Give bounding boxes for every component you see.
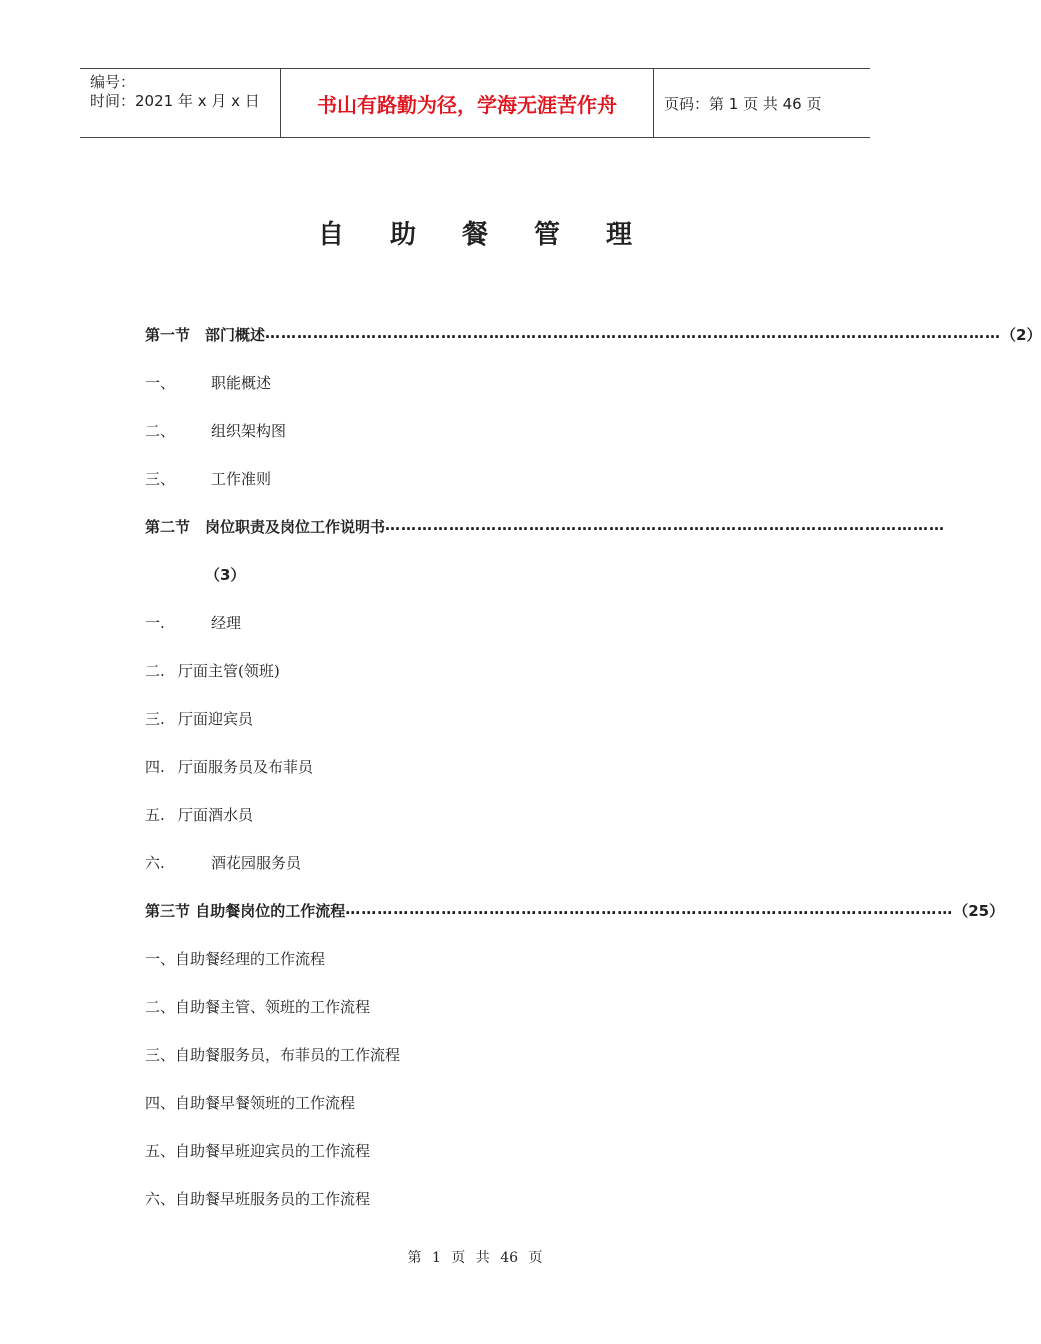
item-text: 厅面主管(领班) — [178, 662, 280, 680]
number-label: 编号： — [90, 73, 136, 91]
item-text: 工作准则 — [211, 470, 272, 488]
page-code: 页码：第 1 页 共 46 页 — [664, 95, 822, 113]
item-number: 六. — [145, 854, 165, 872]
header-info-cell — [80, 69, 281, 137]
list-item — [145, 372, 271, 393]
item-text: 职能概述 — [211, 374, 272, 392]
list-item — [145, 420, 286, 441]
header-page-cell — [654, 69, 870, 137]
section-page: （25） — [953, 902, 1005, 920]
leader-dots: ………………………………………………………………………………………………………………………… — [265, 324, 1002, 342]
list-item: 一、自助餐经理的工作流程 — [145, 950, 326, 968]
list-item: 三、自助餐服务员，布菲员的工作流程 — [145, 1046, 401, 1064]
toc-section-2 — [145, 516, 946, 537]
section-page: （3） — [205, 566, 246, 584]
item-number: 一、 — [145, 374, 176, 392]
list-item — [145, 756, 313, 777]
header-motto-cell — [281, 69, 654, 137]
time-label: 时间：2021 年 x 月 x 日 — [90, 92, 260, 110]
item-number: 三、 — [145, 470, 176, 488]
document-header — [80, 68, 870, 138]
leader-dots: …………………………………………………………………………………………………… — [345, 900, 954, 918]
item-number: 四. — [145, 758, 165, 776]
item-number: 二. — [145, 662, 165, 680]
item-number: 一. — [145, 614, 165, 632]
list-item — [145, 660, 280, 681]
leader-dots: …………………………………………………………………………………………… — [385, 516, 946, 534]
item-number: 二、 — [145, 422, 176, 440]
item-text: 厅面迎宾员 — [178, 710, 254, 728]
list-item — [145, 852, 301, 873]
section-label: 第三节 自助餐岗位的工作流程 — [145, 902, 346, 920]
document-title: 自助餐管理 — [317, 220, 678, 250]
toc-section-3 — [145, 900, 1005, 921]
item-text: 组织架构图 — [211, 422, 287, 440]
list-item — [145, 468, 271, 489]
list-item: 二、自助餐主管、领班的工作流程 — [145, 998, 371, 1016]
list-item — [145, 804, 253, 825]
list-item: 五、自助餐早班迎宾员的工作流程 — [145, 1142, 371, 1160]
list-item — [145, 708, 253, 729]
item-text: 经理 — [211, 614, 242, 632]
motto: 书山有路勤为径，学海无涯苦作舟 — [317, 93, 617, 117]
list-item — [145, 612, 241, 633]
page-footer: 第 1 页 共 46 页 — [407, 1250, 543, 1266]
list-item: 四、自助餐早餐领班的工作流程 — [145, 1094, 356, 1112]
section-label: 第一节 部门概述 — [145, 326, 266, 344]
list-item: 六、自助餐早班服务员的工作流程 — [145, 1190, 371, 1208]
section-page: （2） — [1001, 326, 1041, 344]
item-text: 厅面服务员及布菲员 — [178, 758, 314, 776]
item-number: 五. — [145, 806, 165, 824]
toc-section-1 — [145, 324, 1041, 345]
section-label: 第二节 岗位职责及岗位工作说明书 — [145, 518, 386, 536]
item-text: 厅面酒水员 — [178, 806, 254, 824]
item-number: 三. — [145, 710, 165, 728]
item-text: 酒花园服务员 — [211, 854, 302, 872]
